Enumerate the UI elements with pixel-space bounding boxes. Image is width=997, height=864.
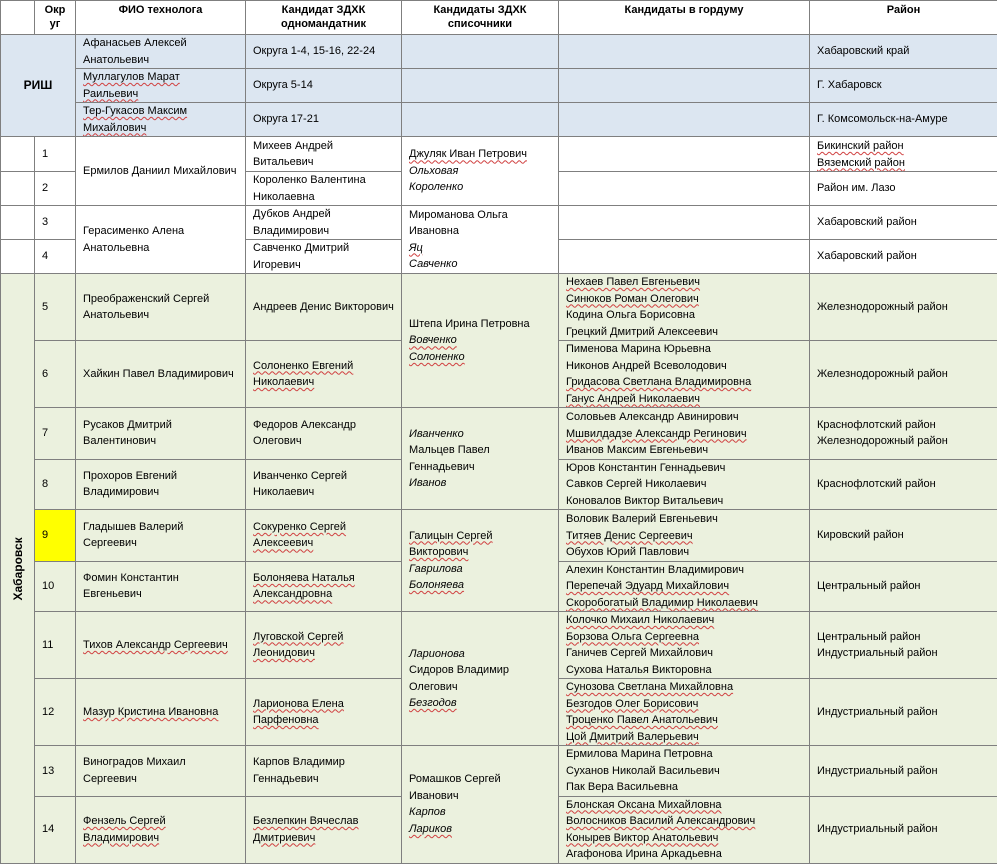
tech-cell: Муллагулов Марат Раильевич [76,69,246,103]
tech-cell: Фензель Сергей Владимирович [76,796,246,863]
district-cell: Центральный район Индустриальный район [810,612,997,679]
cand-cell: Болоняева Наталья Александровна [246,561,402,612]
cand-cell: Дубков Андрей Владимирович [246,206,402,240]
okrug-number: 7 [35,408,76,460]
okrug-number: 2 [35,172,76,206]
cand-cell: Округа 5-14 [246,69,402,103]
table-row [1,137,997,172]
list-cell: Ларионова Сидоров Владимир Олегович Безгодов [402,612,559,746]
okrug-number: 5 [35,274,76,341]
khabarovsk-label: Хабаровск [1,274,35,864]
header-corner [1,1,35,35]
list-cell: Штепа Ирина Петровна Вовченко Солоненко [402,274,559,408]
okrug-number: 1 [35,137,76,172]
duma-cell: Нехаев Павел Евгеньевич Синюков Роман Олегович Кодина Ольга Борисовна Грецкий Дмитрий Алексеевич [559,274,810,341]
cand-cell: Михеев Андрей Витальевич [246,137,402,172]
district-cell: Краснофлотский район [810,459,997,510]
okrug-number: 14 [35,796,76,863]
tech-cell: Преображенский Сергей Анатольевич [76,274,246,341]
tech-cell: Хайкин Павел Владимирович [76,341,246,408]
okrug-number: 8 [35,459,76,510]
duma-cell: Юров Константин Геннадьевич Савков Сергей Николаевич Коновалов Виктор Витальевич [559,459,810,510]
duma-cell: Пименова Марина Юрьевна Никонов Андрей Всеволодович Гридасова Светлана Владимировна Ганус Андрей Николаевич [559,341,810,408]
cand-cell: Короленко Валентина Николаевна [246,172,402,206]
district-cell: Индустриальный район [810,679,997,746]
district-cell: Центральный район [810,561,997,612]
side-cell [1,172,35,206]
header-row [1,1,997,35]
district-cell: Индустриальный район [810,796,997,863]
list-cell: Галицын Сергей Викторович Гаврилова Болоняева [402,510,559,612]
rish-label: РИШ [1,35,76,137]
duma-cell [559,35,810,69]
table-row [1,408,997,460]
header-technologist: ФИО технолога [76,1,246,35]
duma-cell [559,69,810,103]
duma-cell [559,137,810,172]
header-district: Район [810,1,997,35]
cand-cell: Андреев Денис Викторович [246,274,402,341]
header-single-mandate: Кандидат ЗДХК одномандатник [246,1,402,35]
duma-cell [559,172,810,206]
table-row [1,746,997,797]
district-cell: Бикинский район Вяземский район [810,137,997,172]
cand-cell: Луговской Сергей Леонидович [246,612,402,679]
tech-cell: Прохоров Евгений Владимирович [76,459,246,510]
tech-cell: Виноградов Михаил Сергеевич [76,746,246,797]
cand-cell: Карпов Владимир Геннадьевич [246,746,402,797]
okrug-number: 10 [35,561,76,612]
list-cell: Иванченко Мальцев Павел Геннадьевич Иванов [402,408,559,510]
duma-cell: Соловьев Александр Авинирович Мшвилдадзе Александр Регинович Иванов Максим Евгеньевич [559,408,810,460]
header-list-candidates: Кандидаты ЗДХК списочники [402,1,559,35]
side-cell [1,240,35,274]
list-cell [402,35,559,69]
district-cell: Г. Комсомольск-на-Амуре [810,103,997,137]
tech-cell: Ермилов Даниил Михайлович [76,137,246,206]
tech-cell: Фомин Константин Евгеньевич [76,561,246,612]
cand-cell: Ларионова Елена Парфеновна [246,679,402,746]
list-cell [402,69,559,103]
list-cell: Мироманова Ольга Ивановна Яц Савченко [402,206,559,274]
okrug-number: 13 [35,746,76,797]
table-row [1,206,997,240]
district-cell: Железнодорожный район [810,274,997,341]
district-cell: Краснофлотский район Железнодорожный район [810,408,997,460]
duma-cell: Ермилова Марина Петровна Суханов Николай Васильевич Пак Вера Васильевна [559,746,810,797]
table-row [1,69,997,103]
district-cell: Железнодорожный район [810,341,997,408]
duma-cell [559,240,810,274]
header-city-duma: Кандидаты в гордуму [559,1,810,35]
cand-cell: Безлепкин Вячеслав Дмитриевич [246,796,402,863]
cand-cell: Федоров Александр Олегович [246,408,402,460]
tech-cell: Афанасьев Алексей Анатольевич [76,35,246,69]
district-cell: Хабаровский район [810,240,997,274]
cand-cell: Сокуренко Сергей Алексеевич [246,510,402,562]
side-cell [1,206,35,240]
cand-cell: Савченко Дмитрий Игоревич [246,240,402,274]
tech-cell: Тер-Гукасов Максим Михайлович [76,103,246,137]
list-cell: Джуляк Иван Петрович Ольховая Короленко [402,137,559,206]
okrug-number: 4 [35,240,76,274]
header-okrug: Окр уг [35,1,76,35]
district-cell: Кировский район [810,510,997,562]
table-row [1,274,997,341]
district-cell: Хабаровский район [810,206,997,240]
cand-cell: Округа 17-21 [246,103,402,137]
duma-cell: Колочко Михаил Николаевич Борзова Ольга Сергеевна Ганичев Сергей Михайлович Сухова Наталья Викторовна [559,612,810,679]
duma-cell: Воловик Валерий Евгеньевич Титяев Денис Сергеевич Обухов Юрий Павлович [559,510,810,562]
cand-cell: Иванченко Сергей Николаевич [246,459,402,510]
district-cell: Район им. Лазо [810,172,997,206]
tech-cell: Гладышев Валерий Сергеевич [76,510,246,562]
tech-cell: Русаков Дмитрий Валентинович [76,408,246,460]
tech-cell: Тихов Александр Сергеевич [76,612,246,679]
district-cell: Индустриальный район [810,746,997,797]
okrug-number: 3 [35,206,76,240]
table-row [1,103,997,137]
okrug-number: 6 [35,341,76,408]
okrug-number: 12 [35,679,76,746]
tech-cell: Мазур Кристина Ивановна [76,679,246,746]
table-row [1,510,997,562]
duma-cell [559,206,810,240]
duma-cell: Сунозова Светлана Михайловна Безгодов Олег Борисович Троценко Павел Анатольевич Цой Дмитрий Валерьевич [559,679,810,746]
duma-cell: Блонская Оксана Михайловна Волосников Василий Александрович Конырев Виктор Анатольевич Агафонова Ирина Аркадьевна [559,796,810,863]
side-cell [1,137,35,172]
cand-cell: Округа 1-4, 15-16, 22-24 [246,35,402,69]
tech-cell: Герасименко Алена Анатольевна [76,206,246,274]
okrug-number-highlighted: 9 [35,510,76,562]
district-cell: Хабаровский край [810,35,997,69]
list-cell [402,103,559,137]
okrug-number: 11 [35,612,76,679]
duma-cell [559,103,810,137]
list-cell: Ромашков Сергей Иванович Карпов Лариков [402,746,559,864]
table-row [1,612,997,679]
cand-cell: Солоненко Евгений Николаевич [246,341,402,408]
table-row [1,35,997,69]
district-cell: Г. Хабаровск [810,69,997,103]
duma-cell: Алехин Константин Владимирович Перепечай Эдуард Михайлович Скоробогатый Владимир Николаевич [559,561,810,612]
